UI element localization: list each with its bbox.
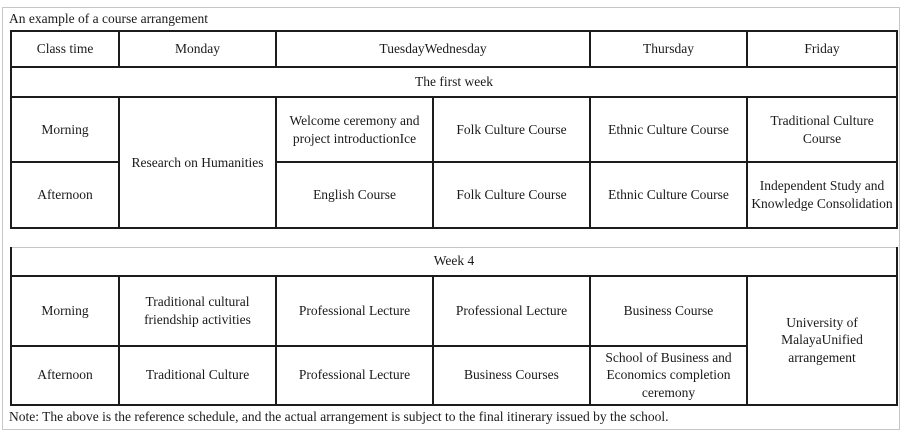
first-week-table bbox=[10, 30, 898, 229]
week1-morning-tuesday-cell: Welcome ceremony and project introductionIce bbox=[276, 97, 433, 162]
week4-table bbox=[10, 247, 898, 406]
week1-afternoon-friday-cell: Independent Study and Knowledge Consolidation bbox=[747, 162, 897, 228]
week4-morning-wednesday-cell: Professional Lecture bbox=[433, 276, 590, 346]
table-separator bbox=[3, 229, 899, 247]
header-friday: Friday bbox=[747, 31, 897, 67]
week4-morning-tuesday-cell: Professional Lecture bbox=[276, 276, 433, 346]
week1-morning-wednesday-cell: Folk Culture Course bbox=[433, 97, 590, 162]
week1-morning-friday-cell: Traditional Culture Course bbox=[747, 97, 897, 162]
week4-afternoon-thursday-cell: School of Business and Economics completion ceremony bbox=[590, 346, 747, 405]
header-row bbox=[11, 31, 897, 67]
week4-morning-thursday-cell: Business Course bbox=[590, 276, 747, 346]
week1-afternoon-label: Afternoon bbox=[11, 162, 119, 228]
week1-monday-cell: Research on Humanities bbox=[119, 97, 276, 228]
header-monday: Monday bbox=[119, 31, 276, 67]
schedule-document bbox=[2, 7, 900, 430]
week4-afternoon-wednesday-cell: Business Courses bbox=[433, 346, 590, 405]
week4-afternoon-monday-cell: Traditional Culture bbox=[119, 346, 276, 405]
week4-afternoon-label: Afternoon bbox=[11, 346, 119, 405]
first-week-section-row bbox=[11, 67, 897, 97]
footer-note: Note: The above is the reference schedule, and the actual arrangement is subject to the final itinerary issued by the school. bbox=[9, 408, 669, 424]
week1-morning-row bbox=[11, 97, 897, 162]
week4-morning-monday-cell: Traditional cultural friendship activities bbox=[119, 276, 276, 346]
week4-morning-label: Morning bbox=[11, 276, 119, 346]
week4-morning-row bbox=[11, 276, 897, 346]
week4-friday-cell: University of MalayaUnified arrangement bbox=[747, 276, 897, 405]
header-tuesday-wednesday: TuesdayWednesday bbox=[276, 31, 590, 67]
week1-afternoon-wednesday-cell: Folk Culture Course bbox=[433, 162, 590, 228]
header-class-time: Class time bbox=[11, 31, 119, 67]
week1-morning-label: Morning bbox=[11, 97, 119, 162]
document-title: An example of a course arrangement bbox=[9, 11, 209, 26]
week1-afternoon-tuesday-cell: English Course bbox=[276, 162, 433, 228]
first-week-section-label: The first week bbox=[11, 67, 897, 97]
week4-section-row bbox=[11, 248, 897, 276]
week4-section-label: Week 4 bbox=[11, 248, 897, 276]
week1-afternoon-thursday-cell: Ethnic Culture Course bbox=[590, 162, 747, 228]
week4-afternoon-tuesday-cell: Professional Lecture bbox=[276, 346, 433, 405]
header-thursday: Thursday bbox=[590, 31, 747, 67]
week1-morning-thursday-cell: Ethnic Culture Course bbox=[590, 97, 747, 162]
